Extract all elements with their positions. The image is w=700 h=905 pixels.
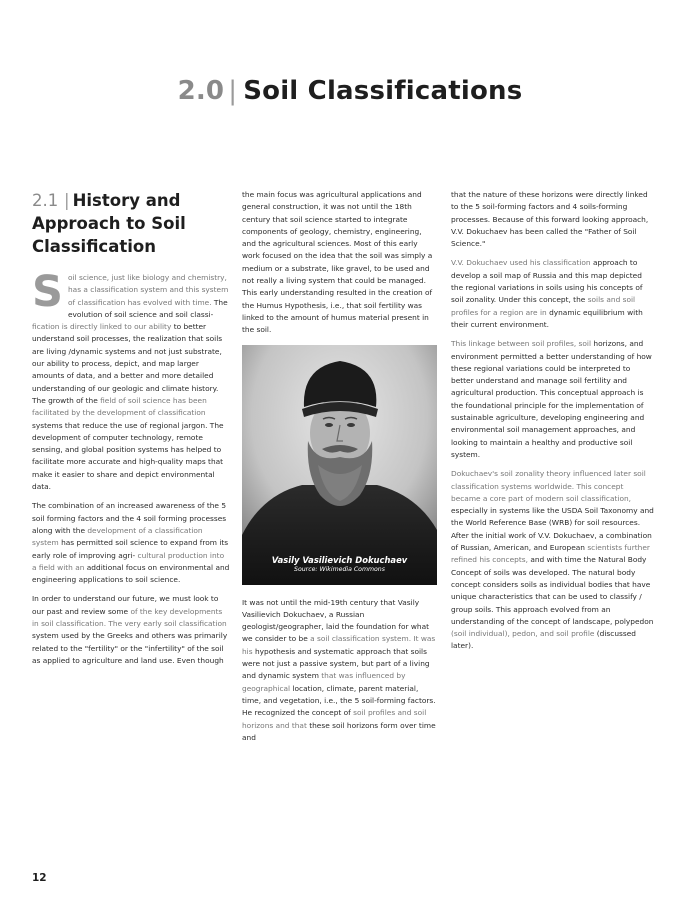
photo-caption	[242, 555, 437, 573]
column-2	[242, 189, 437, 751]
drop-cap: S	[32, 267, 63, 317]
paragraph: Dokuchaev's soil zonality theory influenced later soil classification systems worldwide. This concept became a core part of modern soil classification, especially in systems like the USDA Soil Taxonomy and the World Reference Base (WRB) for soil resources. After the initial work of V.V. Dokuchaev, a combination of Russian, American, and European scientists further refined his concepts, and with time the Natural Body Concept of soils was developed. The natural body concept considers soils as individual bodies that have unique characteristics that can be used to classify / group soils. This approach evolved from an understanding of the concept of landscape, polypedon (soil individual), pedon, and soil profile (discussed later).	[451, 469, 654, 651]
chapter-title-text: Soil Classifications	[243, 76, 523, 106]
column-1	[32, 189, 230, 674]
paragraph: The combination of an increased awareness of the 5 soil forming factors and the 4 soil forming processes along with the development of a classification system has permitted soil science to expand from its early role of improving agri- cultural production into a field with an additional focus on environmental and engineering applications to soil science.	[32, 501, 230, 585]
section-separator: |	[64, 191, 70, 210]
paragraph: that the nature of these horizons were directly linked to the 5 soil-forming factors and 4 soils-forming processes. Because of this forward looking approach, V.V. Dokuchaev has been called the "Father of Soil Science."	[451, 190, 649, 249]
photo-caption-name: Vasily Vasilievich Dokuchaev	[271, 554, 408, 565]
section-number: 2.1	[32, 191, 59, 210]
paragraph: In order to understand our future, we must look to our past and review some of the key developments in soil classification. The very early soil classification system used by the Greeks and others was primarily related to the "fertility" or the "infertility" of the soil as applied to agriculture and land use. Even though	[32, 594, 228, 665]
paragraph: Soil science, just like biology and chemistry, has a classification system and this system of classification has evolved with time. The evolution of soil science and soil classi- fication is directly linked to our ability to better understand soil processes, the realization that soils are living /dynamic systems and not just substrate, our ability to process, depict, and map larger amounts of data, and a better and more detailed understanding of our geologic and climate history. The growth of the field of soil science has been facilitated by the development of classification systems that reduce the use of regional jargon. The development of computer technology, remote sensing, and global position systems has helped to facilitate more accurate and high-quality maps that make it easier to share and depict environmental data.	[32, 267, 229, 492]
column-3	[451, 189, 654, 660]
paragraph: the main focus was agricultural applications and general construction, it was not until the 18th century that soil science started to integrate components of geology, chemistry, engineering, and the agricultural sciences. Most of this early work focused on the idea that the soil was simply a medium or a substrate, like gravel, to be used and not really a living system that could be managed. This early understanding resulted in the creation of the Humus Hypothesis, i.e., that soil fertility was linked to the amount of humus material present in the soil.	[242, 190, 433, 335]
section-title-text: History and Approach to Soil Classification	[32, 191, 186, 256]
portrait-illustration	[242, 345, 437, 585]
paragraph: This linkage between soil profiles, soil horizons, and environment permitted a better understanding of how these regional variations could be interpreted to better understand and manage soil fertility and agricultural production. This conceptual approach is the foundational principle for the implementation of sustainable agriculture, developing engineering and environmental soil management approaches, and looking to maintain a healthy and productive soil system.	[451, 339, 652, 459]
photo-caption-source: Source: Wikimedia Commons	[294, 565, 385, 573]
paragraph: It was not until the mid-19th century that Vasily Vasilievich Dokuchaev, a Russian geologist/geographer, laid the foundation for what we consider to be a soil classification system. It was his hypothesis and systematic approach that soils were not just a passive system, but part of a living and dynamic system that was influenced by geographical location, climate, parent material, time, and vegetation, i.e., the 5 soil-forming factors. He recognized the concept of soil profiles and soil horizons and that these soil horizons form over time and	[242, 597, 436, 742]
paragraph: V.V. Dokuchaev used his classification approach to develop a soil map of Russia and this map depicted the regional variations in soils using his concepts of soil zonality. Under this concept, the soils and soil profiles for a region are in dynamic equilibrium with their current environment.	[451, 258, 643, 329]
portrait-photo	[242, 345, 437, 585]
chapter-separator: |	[228, 76, 238, 106]
section-title	[32, 189, 230, 258]
page-number: 12	[32, 872, 47, 884]
chapter-title	[0, 76, 700, 106]
chapter-number: 2.0	[177, 76, 225, 106]
